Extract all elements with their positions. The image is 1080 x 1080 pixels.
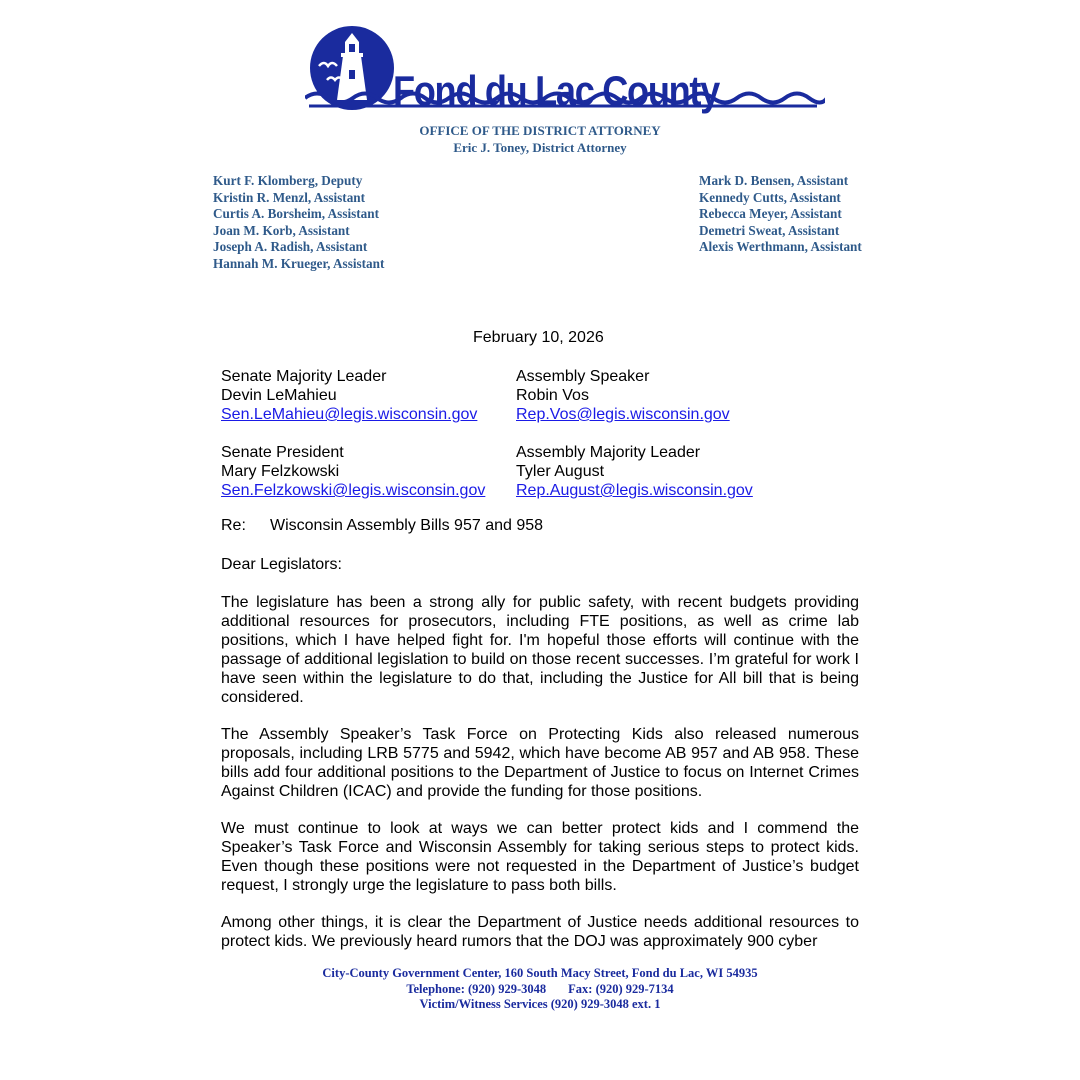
recipient-block (516, 367, 730, 424)
district-attorney-name: Eric J. Toney, District Attorney (453, 140, 627, 155)
recipient-title: Assembly Speaker (516, 368, 650, 385)
staff-member: Joseph A. Radish, Assistant (213, 239, 368, 254)
recipient-email-link[interactable]: Rep.August@legis.wisconsin.gov (516, 482, 753, 499)
recipient-name: Devin LeMahieu (221, 387, 337, 404)
subject-label: Re: (221, 517, 246, 534)
recipient-name: Tyler August (516, 463, 605, 480)
letterhead-footer (0, 966, 1080, 1013)
footer-telephone: Telephone: (920) 929-3048 (406, 981, 547, 996)
office-title: OFFICE OF THE DISTRICT ATTORNEY (419, 123, 661, 138)
staff-list-right (699, 173, 862, 256)
county-name: Fond du Lac County (393, 67, 719, 114)
subject-text: Wisconsin Assembly Bills 957 and 958 (270, 517, 544, 534)
staff-member: Kennedy Cutts, Assistant (699, 189, 841, 205)
recipient-block (516, 443, 753, 500)
recipient-name: Mary Felzkowski (221, 463, 340, 480)
recipient-email-link[interactable]: Sen.LeMahieu@legis.wisconsin.gov (221, 406, 478, 423)
recipient-email-link[interactable]: Sen.Felzkowski@legis.wisconsin.gov (221, 482, 486, 499)
county-logo (305, 26, 825, 112)
body-paragraph: Among other things, it is clear the Department of Justice needs additional resources to protect kids. We previously heard rumors that the DOJ was approximately 900 cyber (221, 914, 859, 950)
recipient-email-link[interactable]: Rep.Vos@legis.wisconsin.gov (516, 406, 730, 423)
body-paragraph: The Assembly Speaker’s Task Force on Protecting Kids also released numerous proposals, including LRB 5775 and 5942, which have become AB 957 and AB 958. These bills add four additional positions to the Department of Justice to focus on Internet Crimes Against Children (ICAC) and provide the funding for those positions. (221, 726, 859, 800)
office-header (0, 122, 1080, 156)
recipient-name: Robin Vos (516, 387, 589, 404)
subject-line (221, 517, 543, 535)
recipient-title: Senate President (221, 444, 344, 461)
recipient-block (221, 443, 485, 500)
salutation: Dear Legislators: (221, 556, 342, 573)
recipient-title: Assembly Majority Leader (516, 444, 701, 461)
staff-member: Hannah M. Krueger, Assistant (213, 255, 385, 271)
footer-address: City-County Government Center, 160 South Macy Street, Fond du Lac, WI 54935 (322, 966, 758, 980)
staff-member: Demetri Sweat, Assistant (699, 222, 840, 238)
letter-date: February 10, 2026 (473, 329, 604, 346)
body-paragraph: The legislature has been a strong ally for public safety, with recent budgets providing additional resources for prosecutors, including FTE positions, as well as crime lab positions, which I have helped fight for. I'm hopeful those efforts will continue with the passage of additional legislation to build on those recent successes. I’m grateful for work I have seen within the legislature to do that, including the Justice for All bill that is being considered. (221, 594, 859, 706)
staff-member: Curtis A. Borsheim, Assistant (213, 206, 379, 221)
staff-member: Alexis Werthmann, Assistant (699, 239, 862, 254)
staff-member: Mark D. Bensen, Assistant (699, 173, 849, 188)
staff-member: Kurt F. Klomberg, Deputy (213, 173, 363, 188)
recipient-block (221, 367, 477, 424)
staff-list-left (213, 173, 384, 272)
staff-member: Joan M. Korb, Assistant (213, 222, 350, 238)
footer-victim-witness: Victim/Witness Services (920) 929-3048 ext. 1 (419, 997, 661, 1011)
staff-member: Kristin R. Menzl, Assistant (213, 189, 366, 205)
body-paragraph: We must continue to look at ways we can better protect kids and I commend the Speaker’s Task Force and Wisconsin Assembly for taking serious steps to protect kids. Even though these positions were not requested in the Department of Justice’s budget request, I strongly urge the legislature to pass both bills. (221, 820, 859, 894)
recipient-title: Senate Majority Leader (221, 368, 387, 385)
footer-fax: Fax: (920) 929-7134 (568, 981, 674, 996)
staff-member: Rebecca Meyer, Assistant (699, 206, 842, 221)
